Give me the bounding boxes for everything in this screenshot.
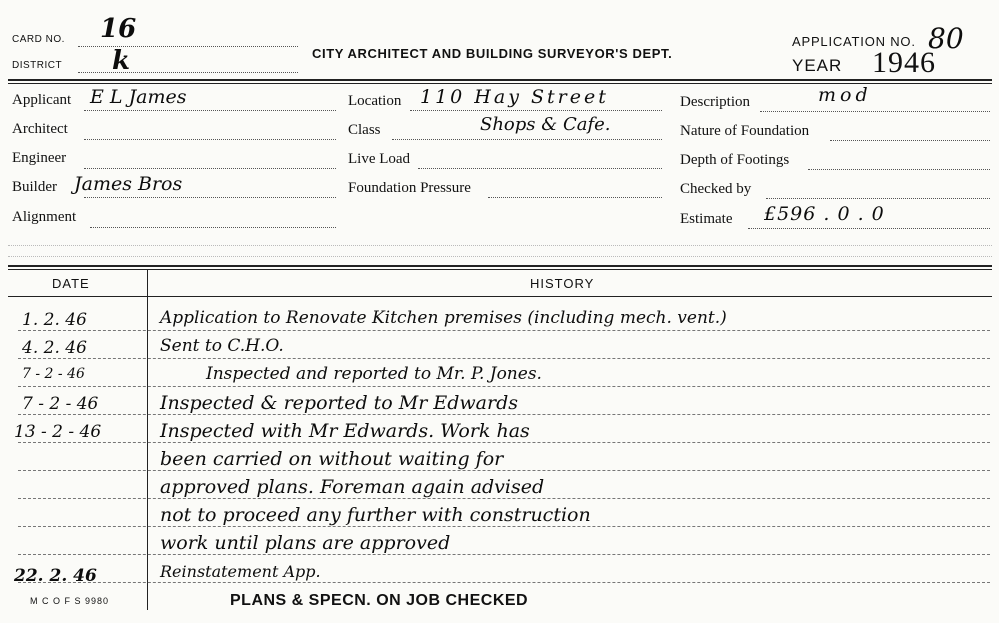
history-divider [8,265,992,267]
history-entry: Inspected with Mr Edwards. Work has [160,420,530,442]
card-no-line [78,46,298,47]
year-label: YEAR [792,56,843,75]
builder-label: Builder [12,179,57,195]
estimate-label: Estimate [680,211,733,227]
year-value: 1946 [872,46,936,79]
class-line [392,139,662,140]
estimate-value: £596 . 0 . 0 [764,203,885,225]
history-date: 4. 2. 46 [22,338,87,358]
history-entry: been carried on without waiting for [160,448,504,470]
history-entry: Application to Renovate Kitchen premises (including mech. vent.) [160,308,727,328]
header-divider [8,79,992,81]
checked-by-line [766,198,990,199]
history-divider-thin [8,269,992,270]
history-date: 22. 2. 46 [14,566,97,586]
field-area-line [8,256,992,257]
plans-checked-stamp: PLANS & SPECN. ON JOB CHECKED [230,592,529,609]
history-rule [18,470,990,471]
history-header-rule [8,296,992,297]
architect-label: Architect [12,121,68,137]
application-no-value: 80 [928,22,964,55]
history-rule [18,554,990,555]
alignment-line [90,227,336,228]
engineer-label: Engineer [12,150,67,166]
class-value: Shops & Cafe. [480,114,611,135]
description-line [760,111,990,112]
foundation-pressure-line [488,197,662,198]
alignment-label: Alignment [12,209,77,225]
live-load-label: Live Load [348,151,411,167]
description-value: mod [818,84,872,106]
history-entry: Sent to C.H.O. [160,336,284,356]
district-label: DISTRICT [12,60,63,71]
form-code: M C O F S 9980 [30,596,110,606]
engineer-line [84,168,336,169]
location-value: 110 Hay Street [420,86,609,108]
history-entry: approved plans. Foreman again advised [160,476,545,498]
department-title: CITY ARCHITECT AND BUILDING SURVEYOR'S DEPT. [312,46,673,61]
builder-value: James Bros [74,173,183,195]
date-header: DATE [52,276,90,291]
history-rule [18,414,990,415]
application-no-label: APPLICATION NO. [792,34,916,49]
history-rule [18,526,990,527]
architect-line [84,139,336,140]
history-entry: Reinstatement App. [160,562,321,581]
history-entry: work until plans are approved [160,532,451,554]
estimate-line [748,228,990,229]
foundation-pressure-label: Foundation Pressure [348,180,471,196]
history-entry: Inspected & reported to Mr Edwards [160,392,518,414]
district-value: k [112,46,131,76]
class-label: Class [348,122,381,138]
applicant-line [84,110,336,111]
history-date: 7 - 2 - 46 [22,394,99,414]
history-date: 13 - 2 - 46 [14,422,102,442]
history-rule [18,330,990,331]
description-label: Description [680,94,750,110]
field-area-line [8,245,992,246]
history-entry: not to proceed any further with construction [160,504,591,526]
history-rule [18,386,990,387]
card-no-value: 16 [100,14,137,44]
history-rule [18,498,990,499]
history-header: HISTORY [530,276,595,291]
card-no-label: CARD NO. [12,34,65,45]
location-line [410,110,662,111]
applicant-value: E L James [90,86,187,108]
history-rule [18,442,990,443]
nature-of-foundation-label: Nature of Foundation [680,123,810,139]
live-load-line [418,168,662,169]
checked-by-label: Checked by [680,181,752,197]
nature-of-foundation-line [830,140,990,141]
depth-of-footings-line [808,169,990,170]
depth-of-footings-label: Depth of Footings [680,152,790,168]
district-line [78,72,298,73]
history-date: 7 - 2 - 46 [22,366,85,382]
history-rule [18,358,990,359]
date-column-divider [147,270,148,610]
builder-line [84,197,336,198]
history-entry: Inspected and reported to Mr. P. Jones. [206,364,542,384]
history-date: 1. 2. 46 [22,310,87,330]
location-label: Location [348,93,402,109]
history-rule [18,582,990,583]
applicant-label: Applicant [12,92,72,108]
